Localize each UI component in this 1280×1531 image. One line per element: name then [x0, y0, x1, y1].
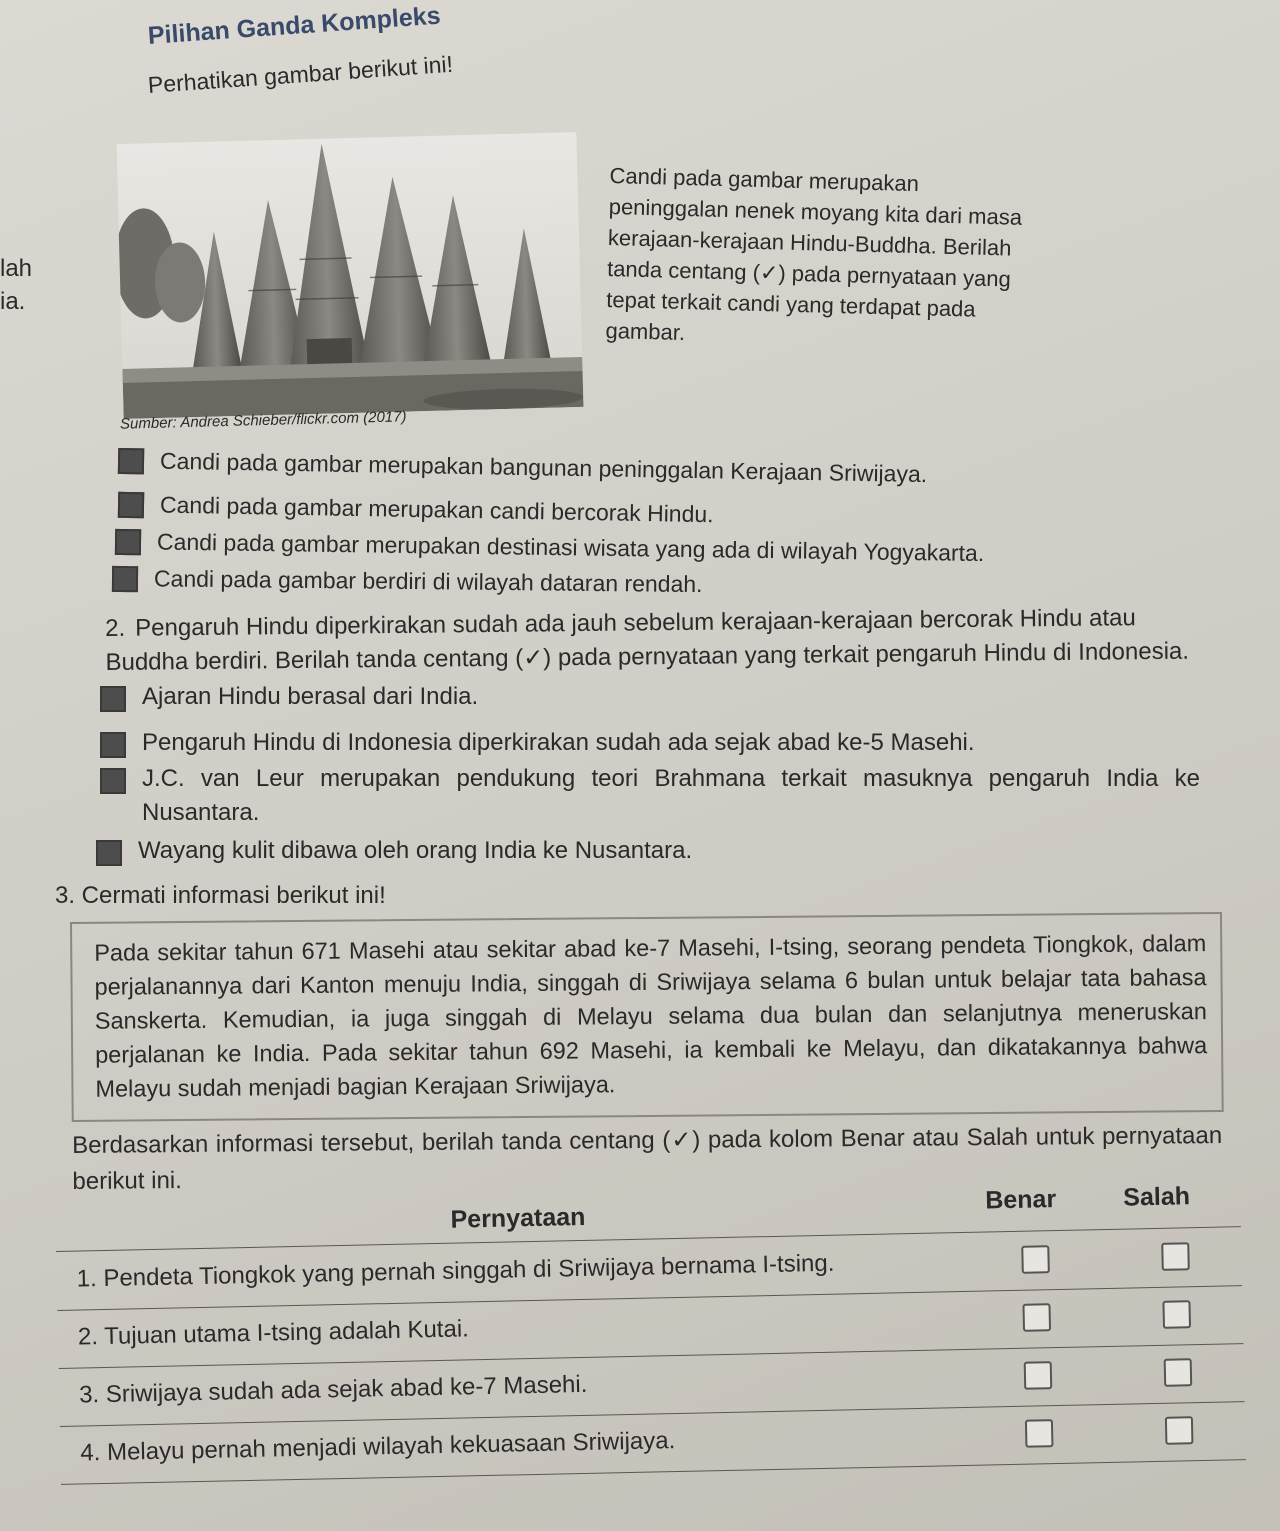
- question3-instruction: Berdasarkan informasi tersebut, berilah tanda centang (✓) pada kolom Benar atau Salah untuk pernyataan berikut ini.: [72, 1121, 1223, 1195]
- checkbox[interactable]: [100, 768, 126, 794]
- option-text: Candi pada gambar berdiri di wilayah dataran rendah.: [153, 565, 703, 598]
- true-checkbox[interactable]: [1025, 1419, 1054, 1448]
- question-number: 2.: [105, 614, 126, 642]
- question3-title: 3. Cermati informasi berikut ini!: [55, 882, 386, 909]
- true-false-table: [55, 1171, 1246, 1496]
- q2-option: [100, 680, 478, 714]
- info-text: Pada sekitar tahun 671 Masehi atau sekitar abad ke-7 Masehi, I-tsing, seorang pendeta Tiongkok, dalam perjalanannya dari Kanton menuju India, singgah di Sriwijaya selama 6 bulan untuk belajar tata bahasa Sanskerta. Kemudian, ia juga singgah di Melayu selama dua bulan dan selanjutnya meneruskan perjalanan ke India. Pada sekitar tahun 692 Masehi, ia kembali ke Melayu, dan dikatakannya bahwa Melayu sudah menjadi bagian Kerajaan Sriwijaya.: [94, 930, 1208, 1102]
- option-text: Candi pada gambar merupakan candi bercorak Hindu.: [159, 491, 714, 528]
- option-text: Wayang kulit dibawa oleh orang India ke Nusantara.: [138, 837, 693, 864]
- q1-option: [118, 447, 928, 488]
- false-checkbox[interactable]: [1161, 1242, 1190, 1271]
- true-checkbox[interactable]: [1021, 1245, 1050, 1274]
- intro-instruction: Perhatikan gambar berikut ini!: [147, 50, 454, 98]
- row-statement: 2. Tujuan utama I-tsing adalah Kutai.: [77, 1315, 470, 1351]
- true-checkbox[interactable]: [1024, 1361, 1053, 1390]
- description-line: peninggalan nenek moyang kita dari masa: [608, 193, 1023, 230]
- q2-option: [100, 762, 1200, 830]
- q2-option: [96, 834, 692, 868]
- checkbox[interactable]: [100, 686, 126, 712]
- row-statement: 4. Melayu pernah menjadi wilayah kekuasaan Sriwijaya.: [80, 1427, 676, 1467]
- checkbox[interactable]: [118, 491, 144, 517]
- description-line: gambar.: [605, 317, 686, 346]
- row-statement: 3. Sriwijaya sudah ada sejak abad ke-7 Masehi.: [78, 1370, 588, 1409]
- checkbox[interactable]: [115, 528, 141, 554]
- option-text: Candi pada gambar merupakan bangunan peninggalan Kerajaan Sriwijaya.: [159, 447, 928, 488]
- question1-description: [605, 160, 1050, 357]
- option-text: Pengaruh Hindu di Indonesia diperkirakan sudah ada sejak abad ke-5 Masehi.: [142, 729, 975, 756]
- question-text: Pengaruh Hindu diperkirakan sudah ada jauh sebelum kerajaan-kerajaan bercorak Hindu atau Buddha berdiri. Berilah tanda centang (✓) pada pernyataan yang terkait pengaruh Hindu di Indonesia.: [105, 604, 1190, 676]
- checkbox[interactable]: [118, 447, 144, 473]
- checkbox[interactable]: [100, 732, 126, 758]
- row-statement: 1. Pendeta Tiongkok yang pernah singgah di Sriwijaya bernama I-tsing.: [76, 1249, 835, 1293]
- image-credit: Sumber: Andrea Schieber/flickr.com (2017): [119, 408, 407, 433]
- q1-option: [118, 491, 714, 528]
- description-line: Candi pada gambar merupakan: [609, 162, 920, 197]
- description-line: tepat terkait candi yang terdapat pada: [606, 286, 976, 322]
- false-checkbox[interactable]: [1164, 1358, 1193, 1387]
- description-line: kerajaan-kerajaan Hindu-Buddha. Berilah: [607, 224, 1012, 261]
- false-checkbox[interactable]: [1162, 1300, 1191, 1329]
- temple-photo: [116, 132, 583, 419]
- header-false: Salah: [1122, 1182, 1191, 1212]
- option-text: J.C. van Leur merupakan pendukung teori Brahmana terkait masuknya pengaruh India ke Nusantara.: [142, 765, 1200, 826]
- edge-text-fragment: ia.: [0, 288, 26, 315]
- edge-text-fragment: lah: [0, 255, 33, 282]
- info-box: [70, 912, 1224, 1122]
- checkbox[interactable]: [112, 565, 138, 591]
- false-checkbox[interactable]: [1165, 1416, 1194, 1445]
- q2-option: [100, 726, 975, 760]
- checkbox[interactable]: [96, 840, 122, 866]
- option-text: Candi pada gambar merupakan destinasi wisata yang ada di wilayah Yogyakarta.: [156, 528, 985, 567]
- section-title: Pilihan Ganda Kompleks: [146, 1, 442, 50]
- option-text: Ajaran Hindu berasal dari India.: [142, 683, 479, 710]
- q1-option: [112, 565, 703, 598]
- header-true: Benar: [985, 1185, 1057, 1215]
- description-line: tanda centang (✓) pada pernyataan yang: [606, 255, 1012, 292]
- true-checkbox[interactable]: [1022, 1303, 1051, 1332]
- question2-prompt: [105, 600, 1216, 680]
- header-statement: Pernyataan: [450, 1202, 586, 1234]
- q1-option: [115, 528, 985, 567]
